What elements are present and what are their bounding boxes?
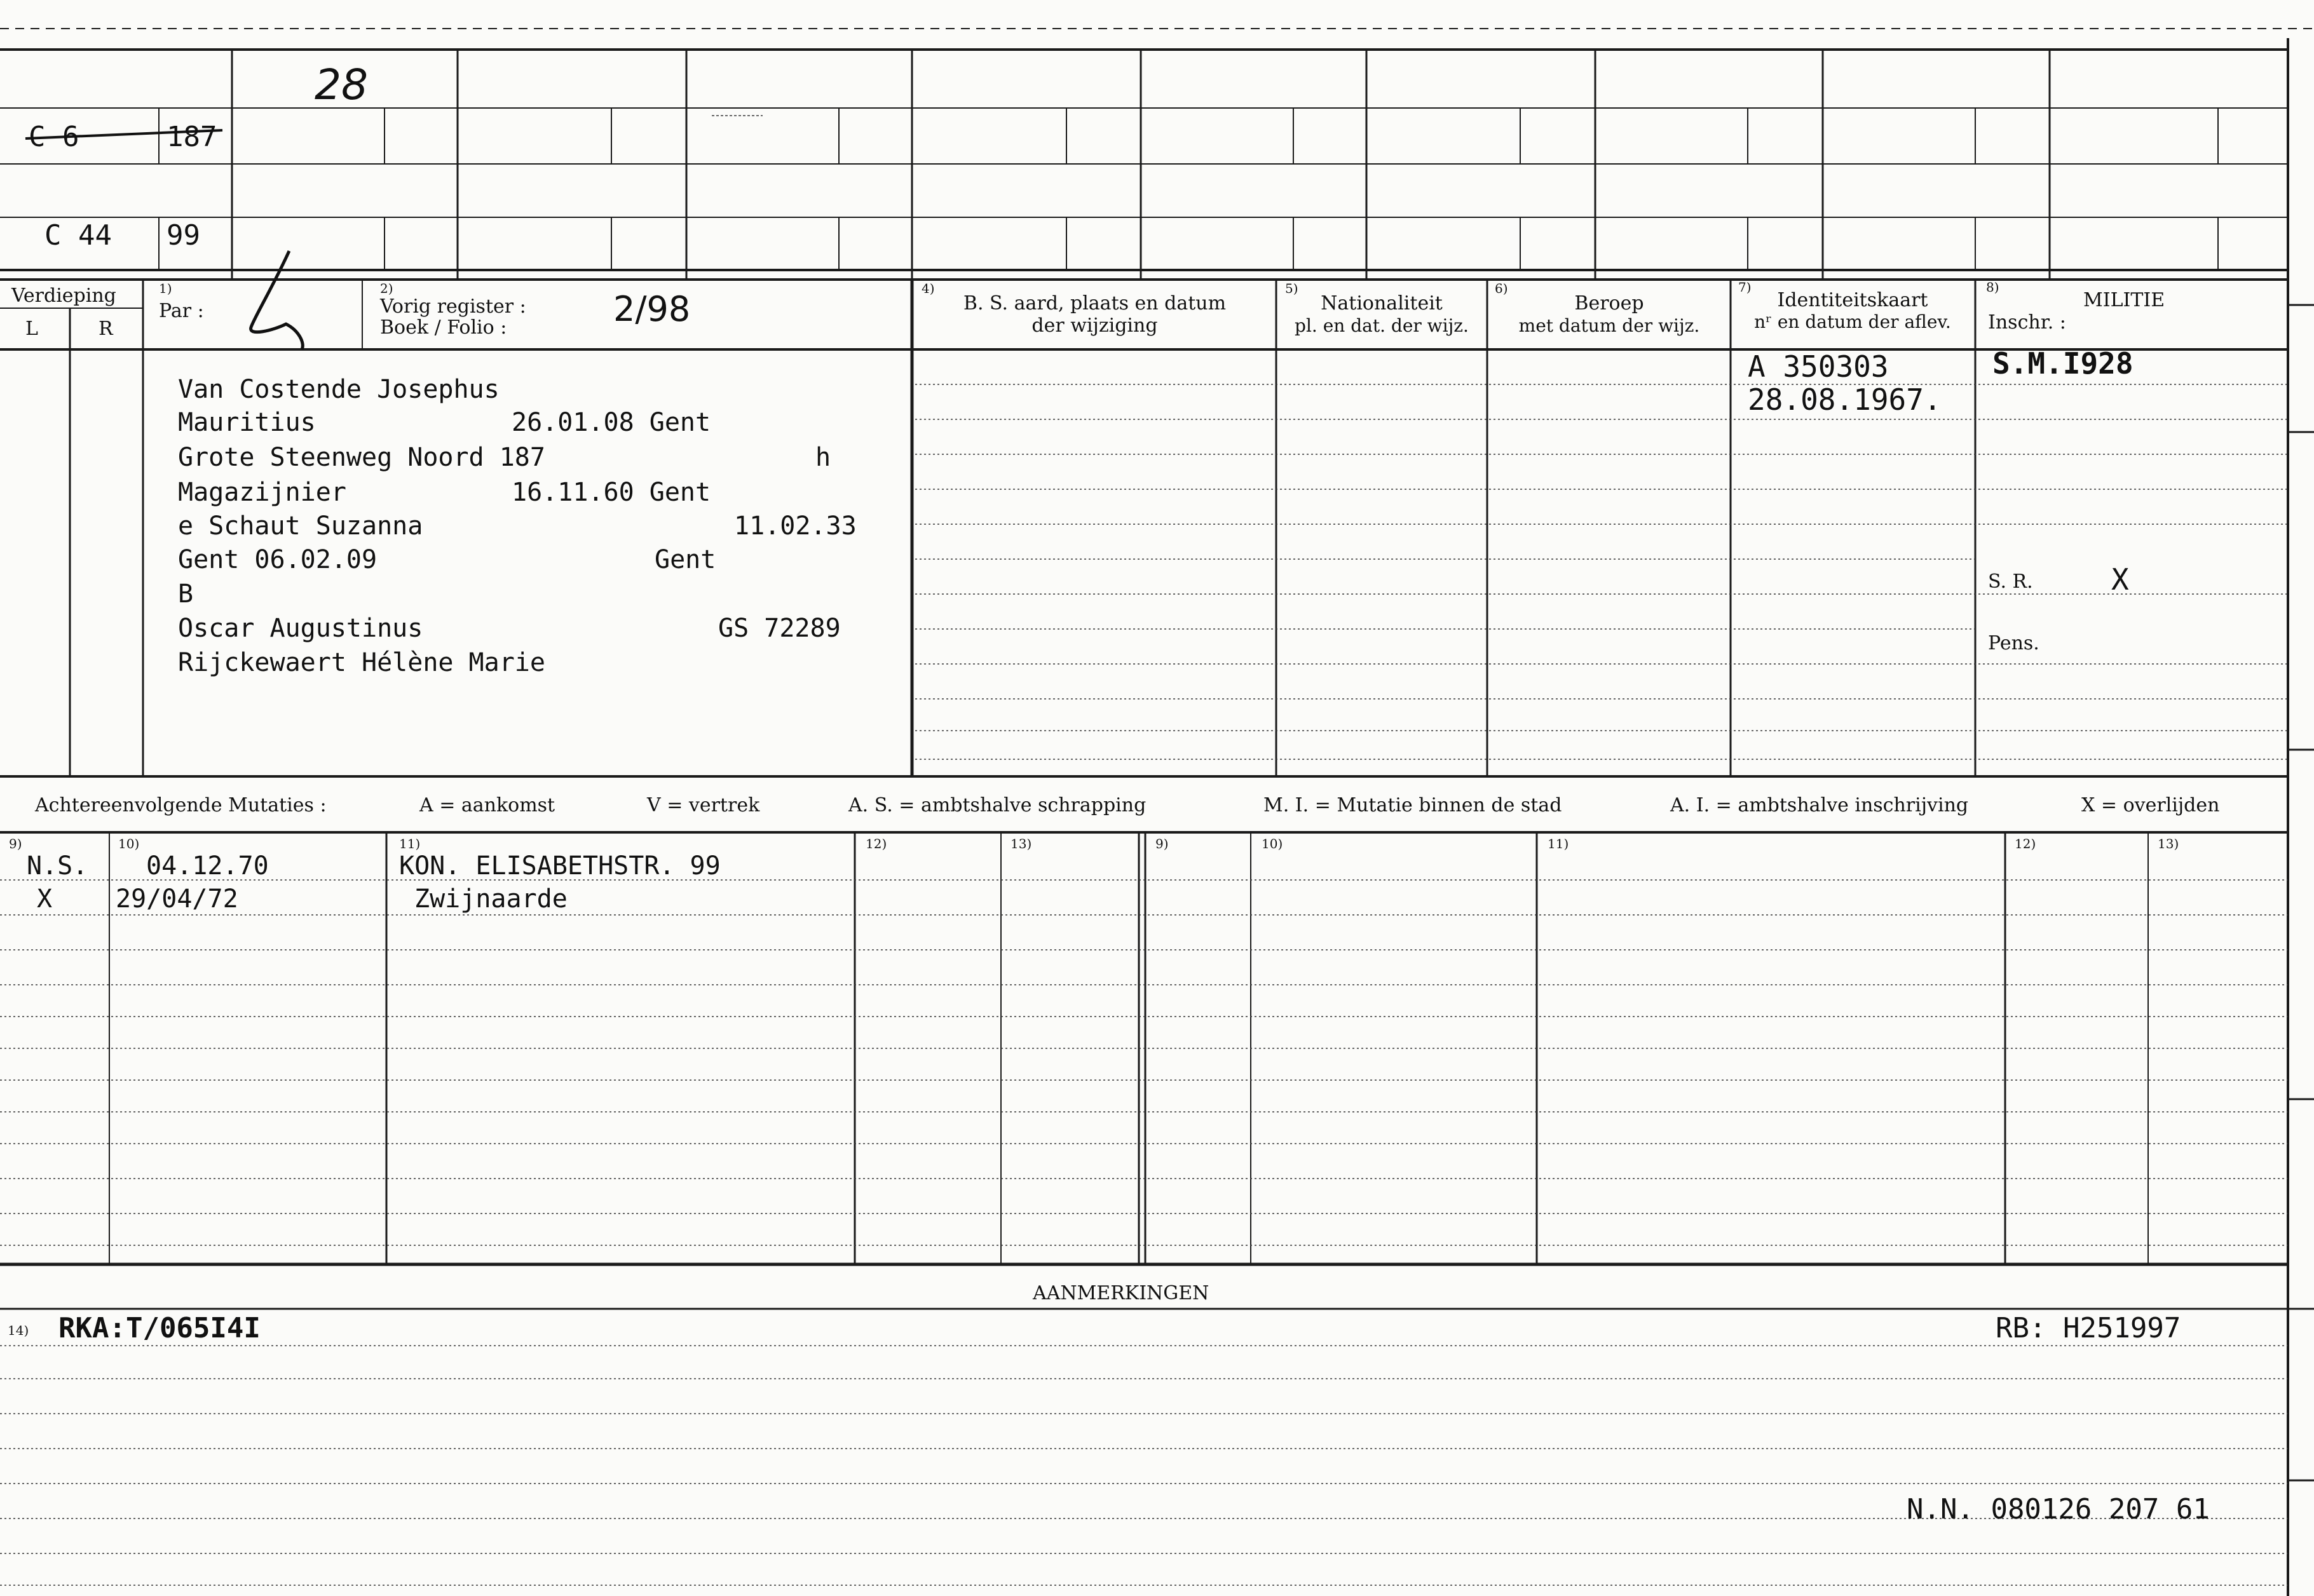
field-2-number: 2) — [380, 281, 393, 296]
field-1-number: 1) — [159, 281, 172, 296]
mutation-2-date: 29/04/72 — [116, 884, 238, 914]
person-line-4a: Magazijnier — [178, 478, 346, 507]
mutation-2-address: Zwijnaarde — [414, 884, 568, 914]
field-5-title: Nationaliteit — [1321, 292, 1443, 314]
person-line-8b: GS 72289 — [718, 614, 841, 643]
sr-label: S. R. — [1988, 571, 2033, 593]
field-6-subtitle: met datum der wijz. — [1518, 315, 1700, 336]
person-line-8a: Oscar Augustinus — [178, 614, 423, 643]
remarks-title: AANMERKINGEN — [1033, 1282, 1209, 1304]
field-6-number: 6) — [1495, 281, 1508, 296]
col-r-label: R — [99, 318, 113, 340]
remarks-rb: RB: H251997 — [1996, 1312, 2181, 1344]
person-line-6a: Gent 06.02.09 — [178, 545, 378, 574]
remarks-rka: RKA:T/065I4I — [58, 1312, 261, 1344]
pens-label: Pens. — [1988, 632, 2039, 654]
handwritten-number: 28 — [315, 60, 368, 109]
person-line-5a: e Schaut Suzanna — [178, 511, 423, 541]
person-line-9: Rijckewaert Hélène Marie — [178, 648, 545, 677]
mut-col-10b: 10) — [1262, 836, 1283, 851]
legend-ambtshalve-inschrijving: A. I. = ambtshalve inschrijving — [1670, 794, 1969, 816]
signature-scribble — [251, 251, 303, 349]
person-line-1: Van Costende Josephus — [178, 375, 500, 404]
legend-vertrek: V = vertrek — [647, 794, 760, 816]
field-4-subtitle: der wijziging — [1031, 314, 1158, 337]
person-line-4b: 16.11.60 Gent — [512, 478, 711, 507]
legend-mutatie-binnen-stad: M. I. = Mutatie binnen de stad — [1263, 794, 1562, 816]
verdieping-label: Verdieping — [11, 285, 116, 307]
field-4-number: 4) — [922, 281, 935, 296]
field-7-number: 7) — [1738, 280, 1752, 295]
id-card-date: 28.08.1967. — [1748, 382, 1942, 417]
person-line-3b: h — [815, 443, 831, 472]
person-line-5b: 11.02.33 — [734, 511, 857, 541]
legend-ambtshalve-schrapping: A. S. = ambtshalve schrapping — [848, 794, 1147, 816]
mutation-1-address: KON. ELISABETHSTR. 99 — [399, 851, 721, 881]
legend-aankomst: A = aankomst — [419, 794, 555, 816]
field-4-title: B. S. aard, plaats en datum — [963, 292, 1227, 314]
remarks-number: 14) — [8, 1323, 29, 1338]
mut-col-12: 12) — [866, 836, 887, 851]
par-label: Par : — [159, 300, 204, 322]
code-number: 99 — [167, 219, 200, 252]
person-line-6b: Gent — [655, 545, 716, 574]
mut-col-11b: 11) — [1548, 836, 1569, 851]
field-5-subtitle: pl. en dat. der wijz. — [1295, 315, 1469, 336]
person-line-3a: Grote Steenweg Noord 187 — [178, 443, 545, 472]
code: C 44 — [44, 219, 112, 252]
mutations-title: Achtereenvolgende Mutaties : — [35, 794, 327, 816]
vorig-register-value: 2/98 — [613, 289, 691, 329]
mutation-1-type: N.S. — [27, 851, 88, 881]
mut-col-11: 11) — [399, 836, 421, 851]
sr-value: X — [2111, 562, 2129, 597]
mutation-2-type: X — [37, 884, 53, 914]
mutation-1-date: 04.12.70 — [146, 851, 269, 881]
remarks-nn: N.N. 080126 207 61 — [1907, 1493, 2210, 1525]
struck-code: C 6 — [29, 121, 79, 153]
legend-overlijden: X = overlijden — [2081, 794, 2220, 816]
field-6-title: Beroep — [1574, 292, 1644, 314]
field-7-subtitle: nʳ en datum der aflev. — [1754, 311, 1951, 332]
struck-number: 187 — [167, 121, 217, 153]
field-8-number: 8) — [1986, 280, 1999, 295]
person-line-2b: 26.01.08 Gent — [512, 408, 711, 437]
militie-inschr-value: S.M.I928 — [1992, 346, 2134, 381]
col-l-label: L — [25, 318, 38, 340]
mut-col-12b: 12) — [2015, 836, 2036, 851]
vorig-register-label: Vorig register : — [380, 295, 526, 318]
person-line-7: B — [178, 579, 194, 609]
mut-col-13: 13) — [1011, 836, 1032, 851]
mut-col-9: 9) — [9, 836, 22, 851]
mut-col-13b: 13) — [2158, 836, 2179, 851]
militie-title: MILITIE — [2083, 289, 2165, 311]
field-7-title: Identiteitskaart — [1777, 289, 1928, 311]
boek-folio-label: Boek / Folio : — [380, 316, 507, 339]
inschr-label: Inschr. : — [1988, 311, 2066, 334]
mut-col-10: 10) — [118, 836, 140, 851]
id-card-number: A 350303 — [1748, 349, 1889, 384]
field-5-number: 5) — [1285, 281, 1298, 296]
mut-col-9b: 9) — [1155, 836, 1169, 851]
person-line-2a: Mauritius — [178, 408, 316, 437]
